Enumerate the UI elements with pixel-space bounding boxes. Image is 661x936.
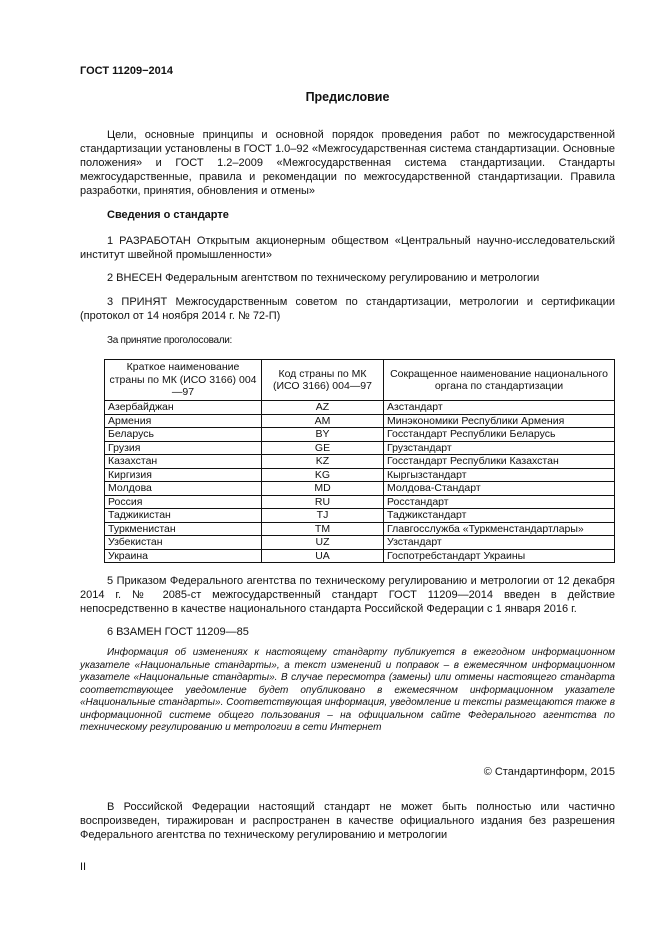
country-code-cell: KG [262,468,384,482]
national-body-cell: Госстандарт Республики Казахстан [384,455,615,469]
document-header: ГОСТ 11209−2014 [80,65,173,77]
country-code-cell: TJ [262,509,384,523]
country-name-cell: Грузия [105,441,262,455]
country-name-cell: Азербайджан [105,401,262,415]
national-body-cell: Минэкономики Республики Армения [384,414,615,428]
table-row [105,549,615,563]
info-note: Информация об изменениях к настоящему стандарту публикуется в ежегодном информационном указателе «Национальные стандарты», а текст изменений и поправок – в ежемесячном информационном указателе «Национальные стандарты». В случае пересмотра (замены) или отмены настоящего стандарта соответствующее уведомление будет опубликовано в ежемесячном информационном указателе «Национальные стандарты». Соответствующая информация, уведомление и тексты размещаются также в информационной системе общего пользования – на официальном сайте Федерального агентства по техническому регулированию и метрологии в сети Интернет [80,647,615,733]
national-body-cell: Госпотребстандарт Украины [384,549,615,563]
country-code-cell: AM [262,414,384,428]
column-header: Код страны по МК (ИСО 3166) 004—97 [262,360,384,401]
table-row [105,401,615,415]
national-body-cell: Кыргызстандарт [384,468,615,482]
national-body-cell: Таджикстандарт [384,509,615,523]
country-code-cell: RU [262,495,384,509]
table-row [105,509,615,523]
country-code-cell: BY [262,428,384,442]
copyright: © Стандартинформ, 2015 [483,766,615,778]
intro-paragraph: Цели, основные принципы и основной порядок проведения работ по межгосударственной стандартизации установлены в ГОСТ 1.0–92 «Межгосударственная система стандартизации. Основные положения» и ГОСТ 1.2–2009 «Межгосударственная система стандартизации. Стандарты межгосударственные, правила и рекомендации по межгосударственной стандартизации. Правила разработки, принятия, обновления и отмены» [80,129,615,197]
country-name-cell: Молдова [105,482,262,496]
page-title: Предисловие [305,90,390,104]
rights-paragraph: В Российской Федерации настоящий стандарт не может быть полностью или частично воспроизведен, тиражирован и распространен в качестве официального издания без разрешения Федерального агентства по техническому регулированию и метрологии [80,801,615,841]
voting-table [104,359,615,563]
table-row [105,522,615,536]
national-body-cell: Узстандарт [384,536,615,550]
table-header-row [105,360,615,401]
table-row [105,428,615,442]
country-code-cell: AZ [262,401,384,415]
table-row [105,455,615,469]
national-body-cell: Грузстандарт [384,441,615,455]
country-code-cell: MD [262,482,384,496]
country-code-cell: TM [262,522,384,536]
page-number: II [80,861,87,873]
item-2: 2 ВНЕСЕН Федеральным агентством по техническому регулированию и метрологии [107,272,540,284]
country-code-cell: KZ [262,455,384,469]
table-row [105,414,615,428]
national-body-cell: Молдова-Стандарт [384,482,615,496]
country-name-cell: Киргизия [105,468,262,482]
country-code-cell: GE [262,441,384,455]
item-1: 1 РАЗРАБОТАН Открытым акционерным обществом «Центральный научно-исследовательский институт швейной промышленности» [80,235,615,261]
country-name-cell: Таджикистан [105,509,262,523]
table-row [105,536,615,550]
item-3: 3 ПРИНЯТ Межгосударственным советом по стандартизации, метрологии и сертификации (протокол от 14 ноября 2014 г. № 72-П) [80,296,615,322]
item-5: 5 Приказом Федерального агентства по техническому регулированию и метрологии от 12 декабря 2014 г. № 2085-ст межгосударственный стандарт ГОСТ 11209—2014 введен в действие непосредственно в качестве национального стандарта Российской Федерации с 1 января 2016 г. [80,575,615,615]
table-row [105,441,615,455]
national-body-cell: Госстандарт Республики Беларусь [384,428,615,442]
country-name-cell: Россия [105,495,262,509]
country-name-cell: Беларусь [105,428,262,442]
table-row [105,482,615,496]
item-6: 6 ВЗАМЕН ГОСТ 11209—85 [107,626,249,638]
table-row [105,468,615,482]
section-heading: Сведения о стандарте [107,209,229,221]
national-body-cell: Главгосслужба «Туркменстандартлары» [384,522,615,536]
national-body-cell: Азстандарт [384,401,615,415]
table-row [105,495,615,509]
country-name-cell: Узбекистан [105,536,262,550]
column-header: Краткое наименование страны по МК (ИСО 3166) 004—97 [105,360,262,401]
vote-label: За принятие проголосовали: [107,335,233,346]
country-code-cell: UA [262,549,384,563]
country-name-cell: Украина [105,549,262,563]
country-name-cell: Армения [105,414,262,428]
country-name-cell: Казахстан [105,455,262,469]
national-body-cell: Росстандарт [384,495,615,509]
column-header: Сокращенное наименование национального органа по стандартизации [384,360,615,401]
country-code-cell: UZ [262,536,384,550]
country-name-cell: Туркменистан [105,522,262,536]
